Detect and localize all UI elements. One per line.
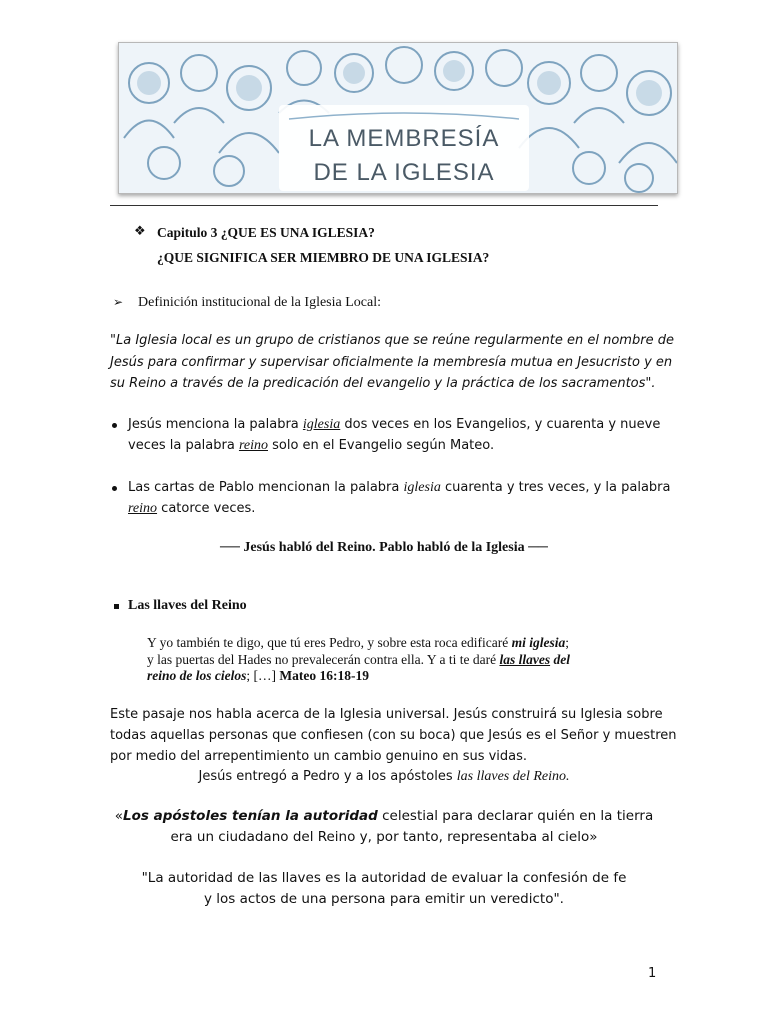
bullet-icon [112, 486, 117, 491]
keys-heading: Las llaves del Reino [128, 598, 247, 613]
banner-title-line1: LA MEMBRESÍA [308, 125, 500, 152]
bullet1-text-c: veces la palabra [128, 438, 239, 453]
bullet1-word-reino: reino [238, 438, 268, 453]
bullet2-word-reino: reino [128, 501, 158, 516]
definition-label: Definición institucional de la Iglesia Local: [138, 295, 381, 310]
header-divider [110, 205, 658, 206]
bullet2-text-c: catorce veces. [157, 501, 256, 516]
verse-l2-c: del [550, 652, 570, 667]
bullet1-text-a: Jesús menciona la palabra [128, 417, 303, 432]
verse-l1-c: ; [565, 635, 570, 650]
banner-title-line2: DE LA IGLESIA [313, 159, 495, 186]
verse-l1-a: Y yo también te digo, que tú eres Pedro, y sobre esta roca edificaré [147, 635, 512, 650]
bullet1-word-iglesia: iglesia [302, 417, 341, 432]
definition-quote-l1: "La Iglesia local es un grupo de cristianos que se reúne regularmente en el nombre de [110, 333, 674, 348]
verse-l1-b: mi iglesia [511, 635, 566, 650]
verse-line1 [147, 635, 569, 651]
quote1-line2: era un ciudadano del Reino y, por tanto, representaba al cielo» [170, 829, 598, 845]
passage-l4-a: Jesús entregó a Pedro y a los apóstoles [198, 769, 457, 784]
verse-l3-b: ; […] [246, 668, 280, 683]
center-statement: ── Jesús habló del Reino. Pablo habló de la Iglesia ── [220, 540, 548, 555]
quote1-line1 [0, 806, 768, 827]
passage-l4-b: las llaves del Reino. [456, 769, 570, 784]
chapter-heading-line1: Capitulo 3 ¿QUE ES UNA IGLESIA? [157, 225, 375, 240]
bullet2-line1 [128, 477, 670, 498]
verse-l2-a: y las puertas del Hades no prevalecerán contra ella. Y a ti te daré [147, 652, 500, 667]
bullet2-text-a: Las cartas de Pablo mencionan la palabra [128, 480, 404, 495]
passage-line1: Este pasaje nos habla acerca de la Iglesia universal. Jesús construirá su Iglesia sobre [110, 707, 663, 722]
verse-line2 [147, 652, 570, 668]
square-bullet-icon [114, 604, 119, 609]
passage-line2: todas aquellas personas que confiesen (con su boca) que Jesús es el Señor y muestren [110, 728, 677, 743]
header-banner [118, 42, 678, 194]
page-number: 1 [648, 966, 657, 981]
quote1-open: « [114, 808, 124, 824]
bullet1-text-b: dos veces en los Evangelios, y cuarenta y nueve [340, 417, 661, 432]
bullet2-line2 [128, 498, 255, 519]
passage-line3: por medio del arrepentimiento un cambio genuino en sus vidas. [110, 749, 528, 764]
passage-line4 [0, 766, 768, 787]
verse-reference: Mateo 16:18-19 [279, 668, 369, 683]
quote2-line2: y los actos de una persona para emitir un veredicto". [204, 891, 564, 907]
quote2-line1: "La autoridad de las llaves es la autoridad de evaluar la confesión de fe [141, 870, 627, 886]
arrow-bullet-icon: ➢ [113, 295, 124, 309]
chapter-heading-line2: ¿QUE SIGNIFICA SER MIEMBRO DE UNA IGLESIA? [157, 250, 490, 265]
bullet1-line2 [128, 435, 494, 456]
definition-quote-l3: su Reino a través de la predicación del evangelio y la práctica de los sacramentos". [110, 376, 656, 391]
verse-l2-b: las llaves [499, 652, 551, 667]
bullet1-text-d: solo en el Evangelio según Mateo. [268, 438, 495, 453]
bullet1-line1 [128, 414, 660, 435]
definition-quote-l2: Jesús para confirmar y supervisar oficialmente la membresía mutua en Jesucristo y en [110, 355, 673, 370]
diamond-bullet-icon: ❖ [134, 224, 146, 239]
verse-line3 [147, 668, 369, 684]
quote1-bold: Los apóstoles tenían la autoridad [123, 808, 378, 824]
bullet2-word-iglesia: iglesia [403, 480, 441, 495]
quote1-rest: celestial para declarar quién en la tierra [377, 808, 654, 824]
bullet2-text-b: cuarenta y tres veces, y la palabra [440, 480, 671, 495]
bullet-icon [112, 423, 117, 428]
verse-l3-a: reino de los cielos [147, 668, 247, 683]
